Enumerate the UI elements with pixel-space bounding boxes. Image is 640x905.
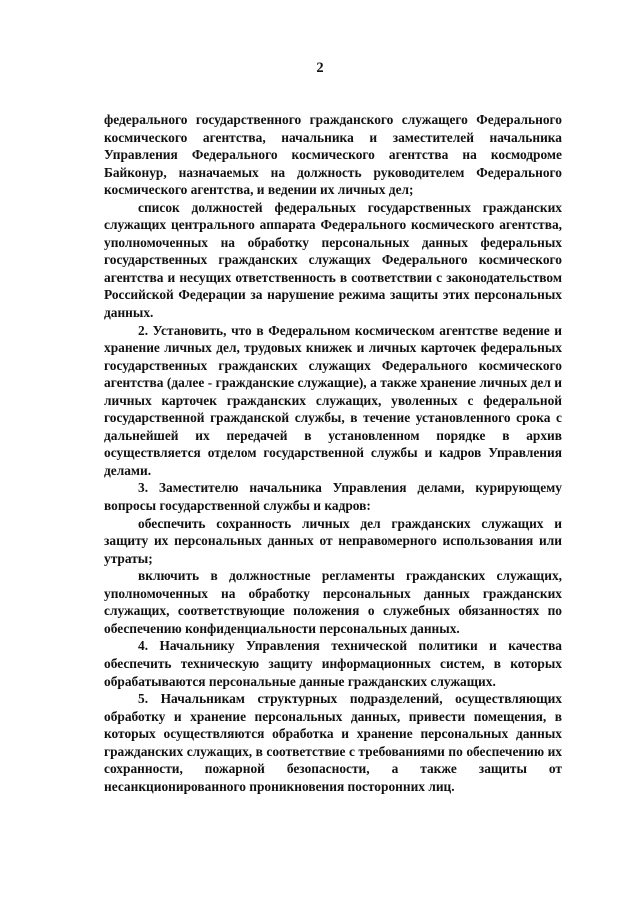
paragraph-list-of-positions: список должностей федеральных государственных гражданских служащих центрального аппарата Федерального космического агентства, уполномоченных на обработку персональных данных федеральных государственных гражданских служащих Федерального космического агентства и несущих ответственность в соответствии с законодательством Российской Федерации за нарушение режима защиты этих персональных данных. bbox=[104, 199, 562, 321]
paragraph-item-2: 2. Установить, что в Федеральном космическом агентстве ведение и хранение личных дел, трудовых книжек и личных карточек федеральных государственных гражданских служащих Федерального космического агентства (далее - гражданские служащие), а также хранение личных дел и личных карточек гражданских служащих, уволенных с федеральной государственной гражданской службы, в течение установленного срока с дальнейшей их передачей в установленном порядке в архив осуществляется отделом государственной службы и кадров Управления делами. bbox=[104, 322, 562, 478]
paragraph-item-4: 4. Начальнику Управления технической политики и качества обеспечить техническую защиту информационных систем, в которых обрабатываются персональные данные гражданских служащих. bbox=[104, 638, 562, 689]
page-number: 2 bbox=[316, 60, 324, 76]
paragraph-item-3-include: включить в должностные регламенты гражданских служащих, уполномоченных на обработку персональных данных гражданских служащих, соответствующие положения о служебных обязанностях по обеспечению конфиденциальности персональных данных. bbox=[104, 568, 562, 636]
paragraph-item-3-ensure: обеспечить сохранность личных дел гражданских служащих и защиту их персональных данных от неправомерного использования или утраты; bbox=[104, 515, 562, 566]
paragraph-item-3: 3. Заместителю начальника Управления делами, курирующему вопросы государственной службы и кадров: bbox=[104, 480, 562, 514]
document-body bbox=[104, 111, 562, 795]
paragraph-continuation: федерального государственного гражданского служащего Федерального космического агентства, начальника и заместителей начальника Управления Федерального космического агентства на космодроме Байконур, назначаемых на должность руководителем Федерального космического агентства, и ведении их личных дел; bbox=[104, 112, 562, 198]
paragraph-item-5: 5. Начальникам структурных подразделений, осуществляющих обработку и хранение персональных данных, привести помещения, в которых осуществляются обработка и хранение персональных данных гражданских служащих, в соответствие с требованиями по обеспечению их сохранности, пожарной безопасности, а также защиты от несанкционированного проникновения посторонних лиц. bbox=[104, 691, 562, 794]
